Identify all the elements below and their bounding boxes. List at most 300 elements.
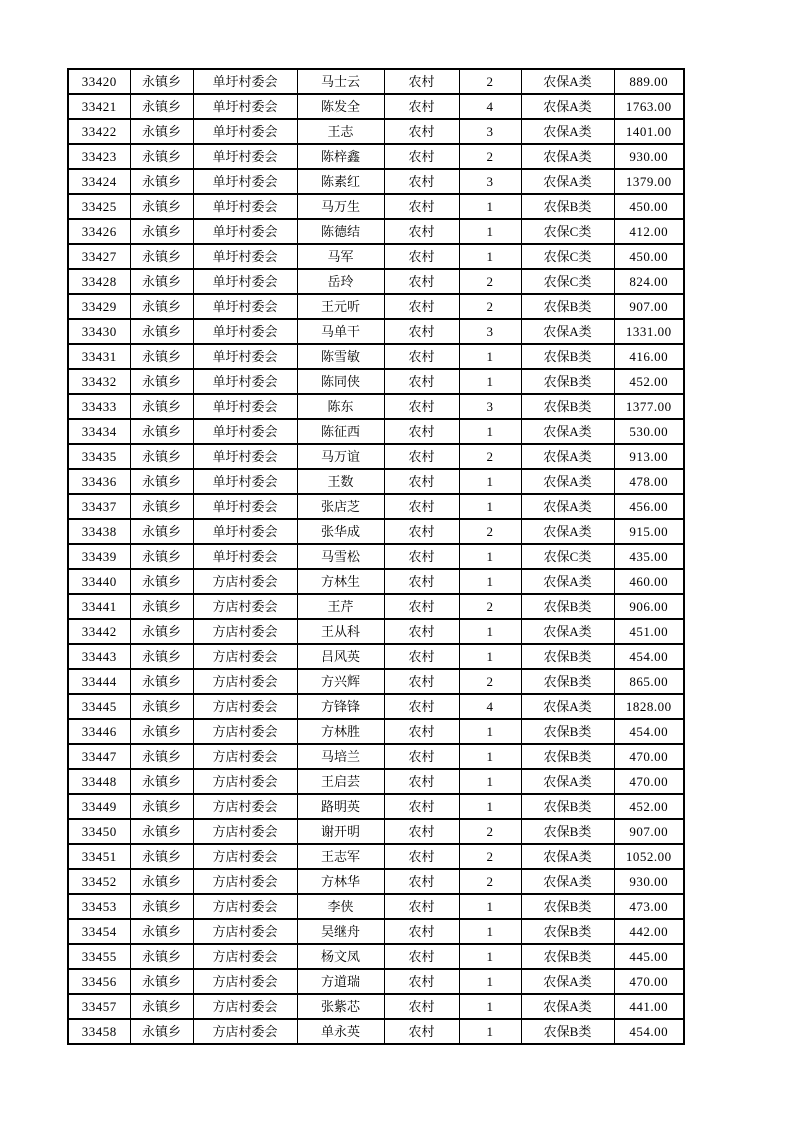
cell-name: 吴继舟 xyxy=(297,919,384,944)
table-row xyxy=(68,819,684,844)
cell-name: 陈梓鑫 xyxy=(297,144,384,169)
table-row xyxy=(68,144,684,169)
cell-village: 方店村委会 xyxy=(193,794,297,819)
cell-residence: 农村 xyxy=(384,869,459,894)
cell-name: 陈雪敏 xyxy=(297,344,384,369)
cell-township: 永镇乡 xyxy=(130,444,193,469)
cell-amount: 1379.00 xyxy=(614,169,684,194)
cell-serial: 33424 xyxy=(68,169,130,194)
table-row xyxy=(68,844,684,869)
cell-category: 农保A类 xyxy=(521,444,614,469)
cell-residence: 农村 xyxy=(384,194,459,219)
cell-village: 方店村委会 xyxy=(193,669,297,694)
cell-count: 2 xyxy=(459,844,521,869)
cell-amount: 442.00 xyxy=(614,919,684,944)
cell-serial: 33423 xyxy=(68,144,130,169)
cell-category: 农保A类 xyxy=(521,969,614,994)
cell-residence: 农村 xyxy=(384,644,459,669)
cell-count: 1 xyxy=(459,794,521,819)
cell-count: 2 xyxy=(459,269,521,294)
cell-serial: 33448 xyxy=(68,769,130,794)
cell-village: 方店村委会 xyxy=(193,844,297,869)
cell-name: 方林华 xyxy=(297,869,384,894)
cell-count: 1 xyxy=(459,469,521,494)
cell-village: 方店村委会 xyxy=(193,894,297,919)
cell-village: 单圩村委会 xyxy=(193,369,297,394)
cell-name: 王元听 xyxy=(297,294,384,319)
cell-count: 2 xyxy=(459,444,521,469)
cell-residence: 农村 xyxy=(384,944,459,969)
cell-name: 王志军 xyxy=(297,844,384,869)
cell-amount: 450.00 xyxy=(614,194,684,219)
cell-category: 农保A类 xyxy=(521,94,614,119)
cell-serial: 33440 xyxy=(68,569,130,594)
cell-amount: 412.00 xyxy=(614,219,684,244)
cell-village: 单圩村委会 xyxy=(193,194,297,219)
cell-township: 永镇乡 xyxy=(130,744,193,769)
cell-township: 永镇乡 xyxy=(130,919,193,944)
table-row xyxy=(68,219,684,244)
cell-name: 马军 xyxy=(297,244,384,269)
cell-residence: 农村 xyxy=(384,169,459,194)
cell-category: 农保B类 xyxy=(521,669,614,694)
cell-serial: 33435 xyxy=(68,444,130,469)
table-row xyxy=(68,994,684,1019)
cell-count: 1 xyxy=(459,944,521,969)
cell-count: 1 xyxy=(459,919,521,944)
cell-township: 永镇乡 xyxy=(130,969,193,994)
cell-township: 永镇乡 xyxy=(130,219,193,244)
cell-township: 永镇乡 xyxy=(130,344,193,369)
cell-residence: 农村 xyxy=(384,694,459,719)
cell-count: 1 xyxy=(459,769,521,794)
cell-name: 陈发全 xyxy=(297,94,384,119)
cell-category: 农保B类 xyxy=(521,719,614,744)
cell-amount: 454.00 xyxy=(614,719,684,744)
cell-residence: 农村 xyxy=(384,894,459,919)
cell-count: 1 xyxy=(459,719,521,744)
cell-category: 农保B类 xyxy=(521,344,614,369)
cell-amount: 930.00 xyxy=(614,869,684,894)
cell-amount: 452.00 xyxy=(614,369,684,394)
cell-count: 2 xyxy=(459,594,521,619)
cell-name: 陈东 xyxy=(297,394,384,419)
cell-amount: 445.00 xyxy=(614,944,684,969)
cell-amount: 889.00 xyxy=(614,69,684,94)
cell-residence: 农村 xyxy=(384,444,459,469)
cell-name: 方林生 xyxy=(297,569,384,594)
cell-name: 王启芸 xyxy=(297,769,384,794)
table-row xyxy=(68,319,684,344)
cell-residence: 农村 xyxy=(384,144,459,169)
cell-serial: 33456 xyxy=(68,969,130,994)
cell-category: 农保C类 xyxy=(521,544,614,569)
cell-residence: 农村 xyxy=(384,719,459,744)
cell-amount: 530.00 xyxy=(614,419,684,444)
cell-amount: 906.00 xyxy=(614,594,684,619)
cell-township: 永镇乡 xyxy=(130,619,193,644)
cell-amount: 460.00 xyxy=(614,569,684,594)
cell-count: 2 xyxy=(459,669,521,694)
cell-residence: 农村 xyxy=(384,394,459,419)
cell-name: 方兴辉 xyxy=(297,669,384,694)
cell-residence: 农村 xyxy=(384,369,459,394)
cell-amount: 915.00 xyxy=(614,519,684,544)
cell-village: 单圩村委会 xyxy=(193,69,297,94)
cell-count: 2 xyxy=(459,519,521,544)
cell-amount: 450.00 xyxy=(614,244,684,269)
cell-village: 方店村委会 xyxy=(193,694,297,719)
cell-serial: 33446 xyxy=(68,719,130,744)
cell-residence: 农村 xyxy=(384,469,459,494)
cell-amount: 451.00 xyxy=(614,619,684,644)
cell-township: 永镇乡 xyxy=(130,819,193,844)
cell-amount: 435.00 xyxy=(614,544,684,569)
cell-category: 农保B类 xyxy=(521,294,614,319)
cell-name: 杨文凤 xyxy=(297,944,384,969)
cell-serial: 33454 xyxy=(68,919,130,944)
cell-category: 农保A类 xyxy=(521,419,614,444)
cell-residence: 农村 xyxy=(384,919,459,944)
cell-residence: 农村 xyxy=(384,744,459,769)
cell-amount: 452.00 xyxy=(614,794,684,819)
cell-residence: 农村 xyxy=(384,844,459,869)
cell-count: 1 xyxy=(459,894,521,919)
cell-township: 永镇乡 xyxy=(130,669,193,694)
table-row xyxy=(68,69,684,94)
cell-township: 永镇乡 xyxy=(130,119,193,144)
cell-count: 1 xyxy=(459,1019,521,1044)
cell-residence: 农村 xyxy=(384,494,459,519)
cell-category: 农保A类 xyxy=(521,319,614,344)
table-row xyxy=(68,769,684,794)
cell-residence: 农村 xyxy=(384,269,459,294)
cell-count: 1 xyxy=(459,494,521,519)
cell-count: 1 xyxy=(459,244,521,269)
table-row xyxy=(68,869,684,894)
cell-serial: 33458 xyxy=(68,1019,130,1044)
cell-village: 单圩村委会 xyxy=(193,319,297,344)
cell-township: 永镇乡 xyxy=(130,719,193,744)
cell-residence: 农村 xyxy=(384,69,459,94)
cell-village: 单圩村委会 xyxy=(193,119,297,144)
table-row xyxy=(68,694,684,719)
cell-amount: 907.00 xyxy=(614,294,684,319)
cell-count: 2 xyxy=(459,69,521,94)
cell-village: 单圩村委会 xyxy=(193,344,297,369)
table-row xyxy=(68,119,684,144)
cell-village: 单圩村委会 xyxy=(193,169,297,194)
cell-village: 方店村委会 xyxy=(193,994,297,1019)
cell-village: 单圩村委会 xyxy=(193,419,297,444)
cell-name: 张店芝 xyxy=(297,494,384,519)
cell-name: 路明英 xyxy=(297,794,384,819)
cell-township: 永镇乡 xyxy=(130,94,193,119)
cell-village: 方店村委会 xyxy=(193,969,297,994)
cell-township: 永镇乡 xyxy=(130,569,193,594)
cell-serial: 33427 xyxy=(68,244,130,269)
cell-count: 1 xyxy=(459,994,521,1019)
cell-amount: 473.00 xyxy=(614,894,684,919)
cell-residence: 农村 xyxy=(384,319,459,344)
cell-village: 单圩村委会 xyxy=(193,269,297,294)
table-row xyxy=(68,1019,684,1044)
table-row xyxy=(68,469,684,494)
cell-village: 方店村委会 xyxy=(193,819,297,844)
cell-amount: 1401.00 xyxy=(614,119,684,144)
cell-category: 农保C类 xyxy=(521,269,614,294)
cell-amount: 478.00 xyxy=(614,469,684,494)
cell-name: 张紫芯 xyxy=(297,994,384,1019)
table-row xyxy=(68,644,684,669)
cell-township: 永镇乡 xyxy=(130,544,193,569)
cell-village: 方店村委会 xyxy=(193,644,297,669)
cell-count: 3 xyxy=(459,319,521,344)
cell-category: 农保B类 xyxy=(521,369,614,394)
cell-serial: 33425 xyxy=(68,194,130,219)
cell-serial: 33420 xyxy=(68,69,130,94)
table-row xyxy=(68,794,684,819)
cell-category: 农保A类 xyxy=(521,869,614,894)
cell-amount: 454.00 xyxy=(614,1019,684,1044)
cell-category: 农保A类 xyxy=(521,469,614,494)
cell-serial: 33451 xyxy=(68,844,130,869)
cell-category: 农保A类 xyxy=(521,494,614,519)
cell-township: 永镇乡 xyxy=(130,419,193,444)
table-row xyxy=(68,544,684,569)
cell-township: 永镇乡 xyxy=(130,694,193,719)
cell-township: 永镇乡 xyxy=(130,494,193,519)
cell-category: 农保B类 xyxy=(521,744,614,769)
table-row xyxy=(68,269,684,294)
cell-category: 农保A类 xyxy=(521,694,614,719)
cell-name: 李侠 xyxy=(297,894,384,919)
cell-residence: 农村 xyxy=(384,669,459,694)
cell-township: 永镇乡 xyxy=(130,319,193,344)
cell-residence: 农村 xyxy=(384,769,459,794)
cell-township: 永镇乡 xyxy=(130,269,193,294)
cell-name: 马培兰 xyxy=(297,744,384,769)
cell-serial: 33443 xyxy=(68,644,130,669)
cell-township: 永镇乡 xyxy=(130,69,193,94)
cell-amount: 913.00 xyxy=(614,444,684,469)
cell-township: 永镇乡 xyxy=(130,944,193,969)
cell-serial: 33447 xyxy=(68,744,130,769)
cell-name: 马万生 xyxy=(297,194,384,219)
cell-name: 马士云 xyxy=(297,69,384,94)
cell-count: 1 xyxy=(459,419,521,444)
cell-amount: 416.00 xyxy=(614,344,684,369)
cell-township: 永镇乡 xyxy=(130,994,193,1019)
table-row xyxy=(68,369,684,394)
cell-category: 农保A类 xyxy=(521,769,614,794)
cell-category: 农保A类 xyxy=(521,994,614,1019)
cell-count: 1 xyxy=(459,619,521,644)
table-row xyxy=(68,344,684,369)
cell-amount: 470.00 xyxy=(614,969,684,994)
cell-category: 农保A类 xyxy=(521,844,614,869)
table-row xyxy=(68,419,684,444)
cell-category: 农保A类 xyxy=(521,519,614,544)
cell-serial: 33449 xyxy=(68,794,130,819)
cell-serial: 33441 xyxy=(68,594,130,619)
cell-village: 单圩村委会 xyxy=(193,244,297,269)
cell-serial: 33430 xyxy=(68,319,130,344)
cell-serial: 33442 xyxy=(68,619,130,644)
cell-amount: 865.00 xyxy=(614,669,684,694)
cell-township: 永镇乡 xyxy=(130,644,193,669)
cell-serial: 33453 xyxy=(68,894,130,919)
cell-residence: 农村 xyxy=(384,119,459,144)
table-row xyxy=(68,894,684,919)
cell-township: 永镇乡 xyxy=(130,844,193,869)
cell-township: 永镇乡 xyxy=(130,169,193,194)
cell-village: 单圩村委会 xyxy=(193,444,297,469)
cell-name: 方锋锋 xyxy=(297,694,384,719)
cell-residence: 农村 xyxy=(384,219,459,244)
cell-amount: 1331.00 xyxy=(614,319,684,344)
cell-village: 方店村委会 xyxy=(193,619,297,644)
cell-residence: 农村 xyxy=(384,594,459,619)
cell-residence: 农村 xyxy=(384,419,459,444)
cell-serial: 33450 xyxy=(68,819,130,844)
cell-category: 农保B类 xyxy=(521,894,614,919)
cell-serial: 33429 xyxy=(68,294,130,319)
cell-name: 方道瑞 xyxy=(297,969,384,994)
table-row xyxy=(68,519,684,544)
cell-residence: 农村 xyxy=(384,244,459,269)
cell-amount: 441.00 xyxy=(614,994,684,1019)
cell-residence: 农村 xyxy=(384,294,459,319)
cell-count: 1 xyxy=(459,194,521,219)
table-row xyxy=(68,619,684,644)
table-row xyxy=(68,244,684,269)
cell-category: 农保B类 xyxy=(521,944,614,969)
cell-township: 永镇乡 xyxy=(130,794,193,819)
cell-count: 3 xyxy=(459,119,521,144)
cell-count: 1 xyxy=(459,644,521,669)
cell-village: 方店村委会 xyxy=(193,744,297,769)
cell-residence: 农村 xyxy=(384,994,459,1019)
cell-village: 方店村委会 xyxy=(193,569,297,594)
cell-name: 王从科 xyxy=(297,619,384,644)
cell-village: 方店村委会 xyxy=(193,944,297,969)
cell-name: 王志 xyxy=(297,119,384,144)
cell-residence: 农村 xyxy=(384,794,459,819)
cell-village: 单圩村委会 xyxy=(193,294,297,319)
cell-name: 马万谊 xyxy=(297,444,384,469)
cell-residence: 农村 xyxy=(384,519,459,544)
cell-residence: 农村 xyxy=(384,569,459,594)
table-row xyxy=(68,594,684,619)
cell-serial: 33455 xyxy=(68,944,130,969)
cell-township: 永镇乡 xyxy=(130,394,193,419)
cell-village: 方店村委会 xyxy=(193,869,297,894)
cell-serial: 33437 xyxy=(68,494,130,519)
cell-township: 永镇乡 xyxy=(130,869,193,894)
cell-name: 陈素红 xyxy=(297,169,384,194)
cell-amount: 824.00 xyxy=(614,269,684,294)
table-row xyxy=(68,494,684,519)
cell-count: 1 xyxy=(459,744,521,769)
cell-village: 方店村委会 xyxy=(193,719,297,744)
cell-name: 岳玲 xyxy=(297,269,384,294)
cell-count: 4 xyxy=(459,694,521,719)
cell-serial: 33432 xyxy=(68,369,130,394)
cell-serial: 33457 xyxy=(68,994,130,1019)
cell-township: 永镇乡 xyxy=(130,369,193,394)
cell-category: 农保B类 xyxy=(521,1019,614,1044)
cell-village: 单圩村委会 xyxy=(193,494,297,519)
cell-count: 2 xyxy=(459,294,521,319)
cell-category: 农保A类 xyxy=(521,69,614,94)
cell-category: 农保B类 xyxy=(521,194,614,219)
table-row xyxy=(68,669,684,694)
cell-count: 1 xyxy=(459,344,521,369)
table-row xyxy=(68,744,684,769)
cell-residence: 农村 xyxy=(384,344,459,369)
cell-village: 单圩村委会 xyxy=(193,394,297,419)
cell-amount: 456.00 xyxy=(614,494,684,519)
cell-village: 方店村委会 xyxy=(193,1019,297,1044)
cell-residence: 农村 xyxy=(384,819,459,844)
cell-count: 1 xyxy=(459,569,521,594)
cell-serial: 33444 xyxy=(68,669,130,694)
cell-township: 永镇乡 xyxy=(130,469,193,494)
cell-count: 4 xyxy=(459,94,521,119)
cell-count: 2 xyxy=(459,819,521,844)
cell-name: 王数 xyxy=(297,469,384,494)
cell-amount: 907.00 xyxy=(614,819,684,844)
cell-serial: 33421 xyxy=(68,94,130,119)
cell-count: 2 xyxy=(459,144,521,169)
cell-residence: 农村 xyxy=(384,969,459,994)
cell-village: 方店村委会 xyxy=(193,594,297,619)
cell-serial: 33428 xyxy=(68,269,130,294)
table-row xyxy=(68,169,684,194)
cell-category: 农保A类 xyxy=(521,619,614,644)
cell-amount: 470.00 xyxy=(614,744,684,769)
cell-residence: 农村 xyxy=(384,94,459,119)
cell-residence: 农村 xyxy=(384,619,459,644)
cell-category: 农保C类 xyxy=(521,219,614,244)
cell-name: 马单干 xyxy=(297,319,384,344)
cell-count: 1 xyxy=(459,544,521,569)
cell-township: 永镇乡 xyxy=(130,594,193,619)
cell-name: 方林胜 xyxy=(297,719,384,744)
table-row xyxy=(68,194,684,219)
cell-amount: 1377.00 xyxy=(614,394,684,419)
cell-township: 永镇乡 xyxy=(130,244,193,269)
table-row xyxy=(68,294,684,319)
cell-category: 农保A类 xyxy=(521,569,614,594)
cell-serial: 33436 xyxy=(68,469,130,494)
cell-residence: 农村 xyxy=(384,544,459,569)
cell-count: 1 xyxy=(459,369,521,394)
cell-count: 3 xyxy=(459,169,521,194)
cell-category: 农保B类 xyxy=(521,919,614,944)
table-row xyxy=(68,444,684,469)
cell-serial: 33434 xyxy=(68,419,130,444)
table-row xyxy=(68,944,684,969)
cell-count: 2 xyxy=(459,869,521,894)
table-row xyxy=(68,94,684,119)
cell-township: 永镇乡 xyxy=(130,519,193,544)
cell-village: 单圩村委会 xyxy=(193,94,297,119)
cell-amount: 470.00 xyxy=(614,769,684,794)
cell-township: 永镇乡 xyxy=(130,1019,193,1044)
cell-residence: 农村 xyxy=(384,1019,459,1044)
